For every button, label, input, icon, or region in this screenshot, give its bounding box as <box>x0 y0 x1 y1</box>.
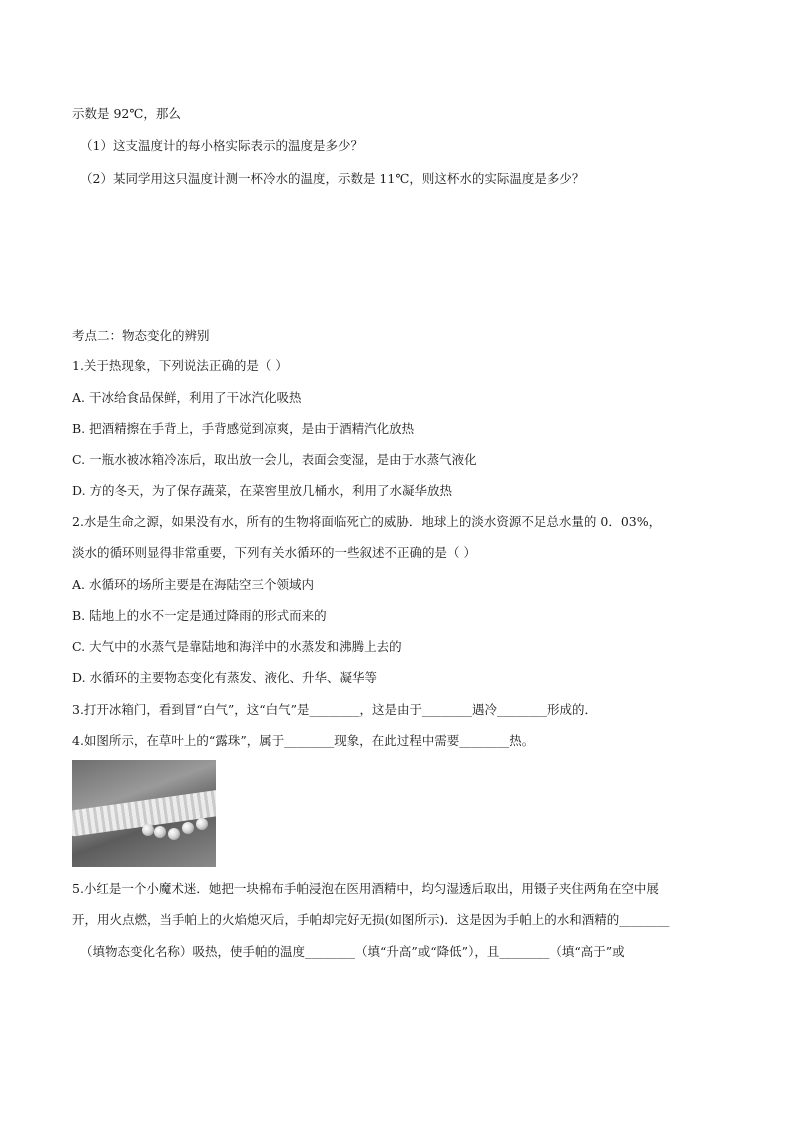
prev-problem-intro: 示数是 92℃，那么 <box>72 106 181 121</box>
dew-drop <box>168 828 180 840</box>
dew-drop <box>182 822 194 834</box>
prev-problem-q1: （1）这支温度计的每小格实际表示的温度是多少？ <box>80 138 363 153</box>
prev-problem-q2: （2）某同学用这只温度计测一杯冷水的温度，示数是 11℃，则这杯水的实际温度是多少？ <box>80 171 585 186</box>
question-1-option-a: A. 干冰给食品保鲜，利用了干冰汽化吸热 <box>72 390 302 405</box>
question-2-option-d: D. 水循环的主要物态变化有蒸发、液化、升华、凝华等 <box>72 670 378 685</box>
question-1-option-c: C. 一瓶水被冰箱冷冻后，取出放一会儿，表面会变湿，是由于水蒸气液化 <box>72 452 477 467</box>
question-1-option-d: D. 方的冬天，为了保存蔬菜，在菜窖里放几桶水，利用了水凝华放热 <box>72 483 453 498</box>
question-5-stem-line1: 5.小红是一个小魔术迷．她把一块棉布手帕浸泡在医用酒精中，均匀湿透后取出，用镊子夹住两角在空中展 <box>72 881 659 896</box>
question-3-stem: 3.打开冰箱门，看到冒“白气”，这“白气”是________，这是由于________遇冷________形成的． <box>72 702 597 717</box>
dew-drop <box>142 824 154 836</box>
question-5-stem-line3: （填物态变化名称）吸热，使手帕的温度________（填“升高”或“降低”），且________（填“高于”或 <box>80 944 625 959</box>
dew-drop <box>154 826 166 838</box>
question-2-stem-line2: 淡水的循环则显得非常重要，下列有关水循环的一些叙述不正确的是（ ） <box>72 545 476 560</box>
dew-drop <box>196 818 208 830</box>
question-2-option-a: A. 水循环的场所主要是在海陆空三个领域内 <box>72 577 314 592</box>
question-2-stem-line1: 2.水是生命之源，如果没有水，所有的生物将面临死亡的威胁．地球上的淡水资源不足总水量的 0．03%， <box>72 514 662 529</box>
question-2-option-b: B. 陆地上的水不一定是通过降雨的形式而来的 <box>72 608 327 623</box>
question-5-stem-line2: 开，用火点燃，当手帕上的火焰熄灭后，手帕却完好无损(如图所示)．这是因为手帕上的水和酒精的________ <box>72 912 670 927</box>
question-1-stem: 1.关于热现象，下列说法正确的是（ ） <box>72 358 288 373</box>
question-4-stem: 4.如图所示，在草叶上的“露珠”，属于________现象，在此过程中需要________热。 <box>72 733 535 748</box>
question-2-option-c: C. 大气中的水蒸气是靠陆地和海洋中的水蒸发和沸腾上去的 <box>72 639 402 654</box>
section-title: 考点二：物态变化的辨别 <box>72 328 210 343</box>
dew-grass-photo <box>72 760 216 867</box>
question-1-option-b: B. 把酒精擦在手背上，手背感觉到凉爽，是由于酒精汽化放热 <box>72 421 415 436</box>
